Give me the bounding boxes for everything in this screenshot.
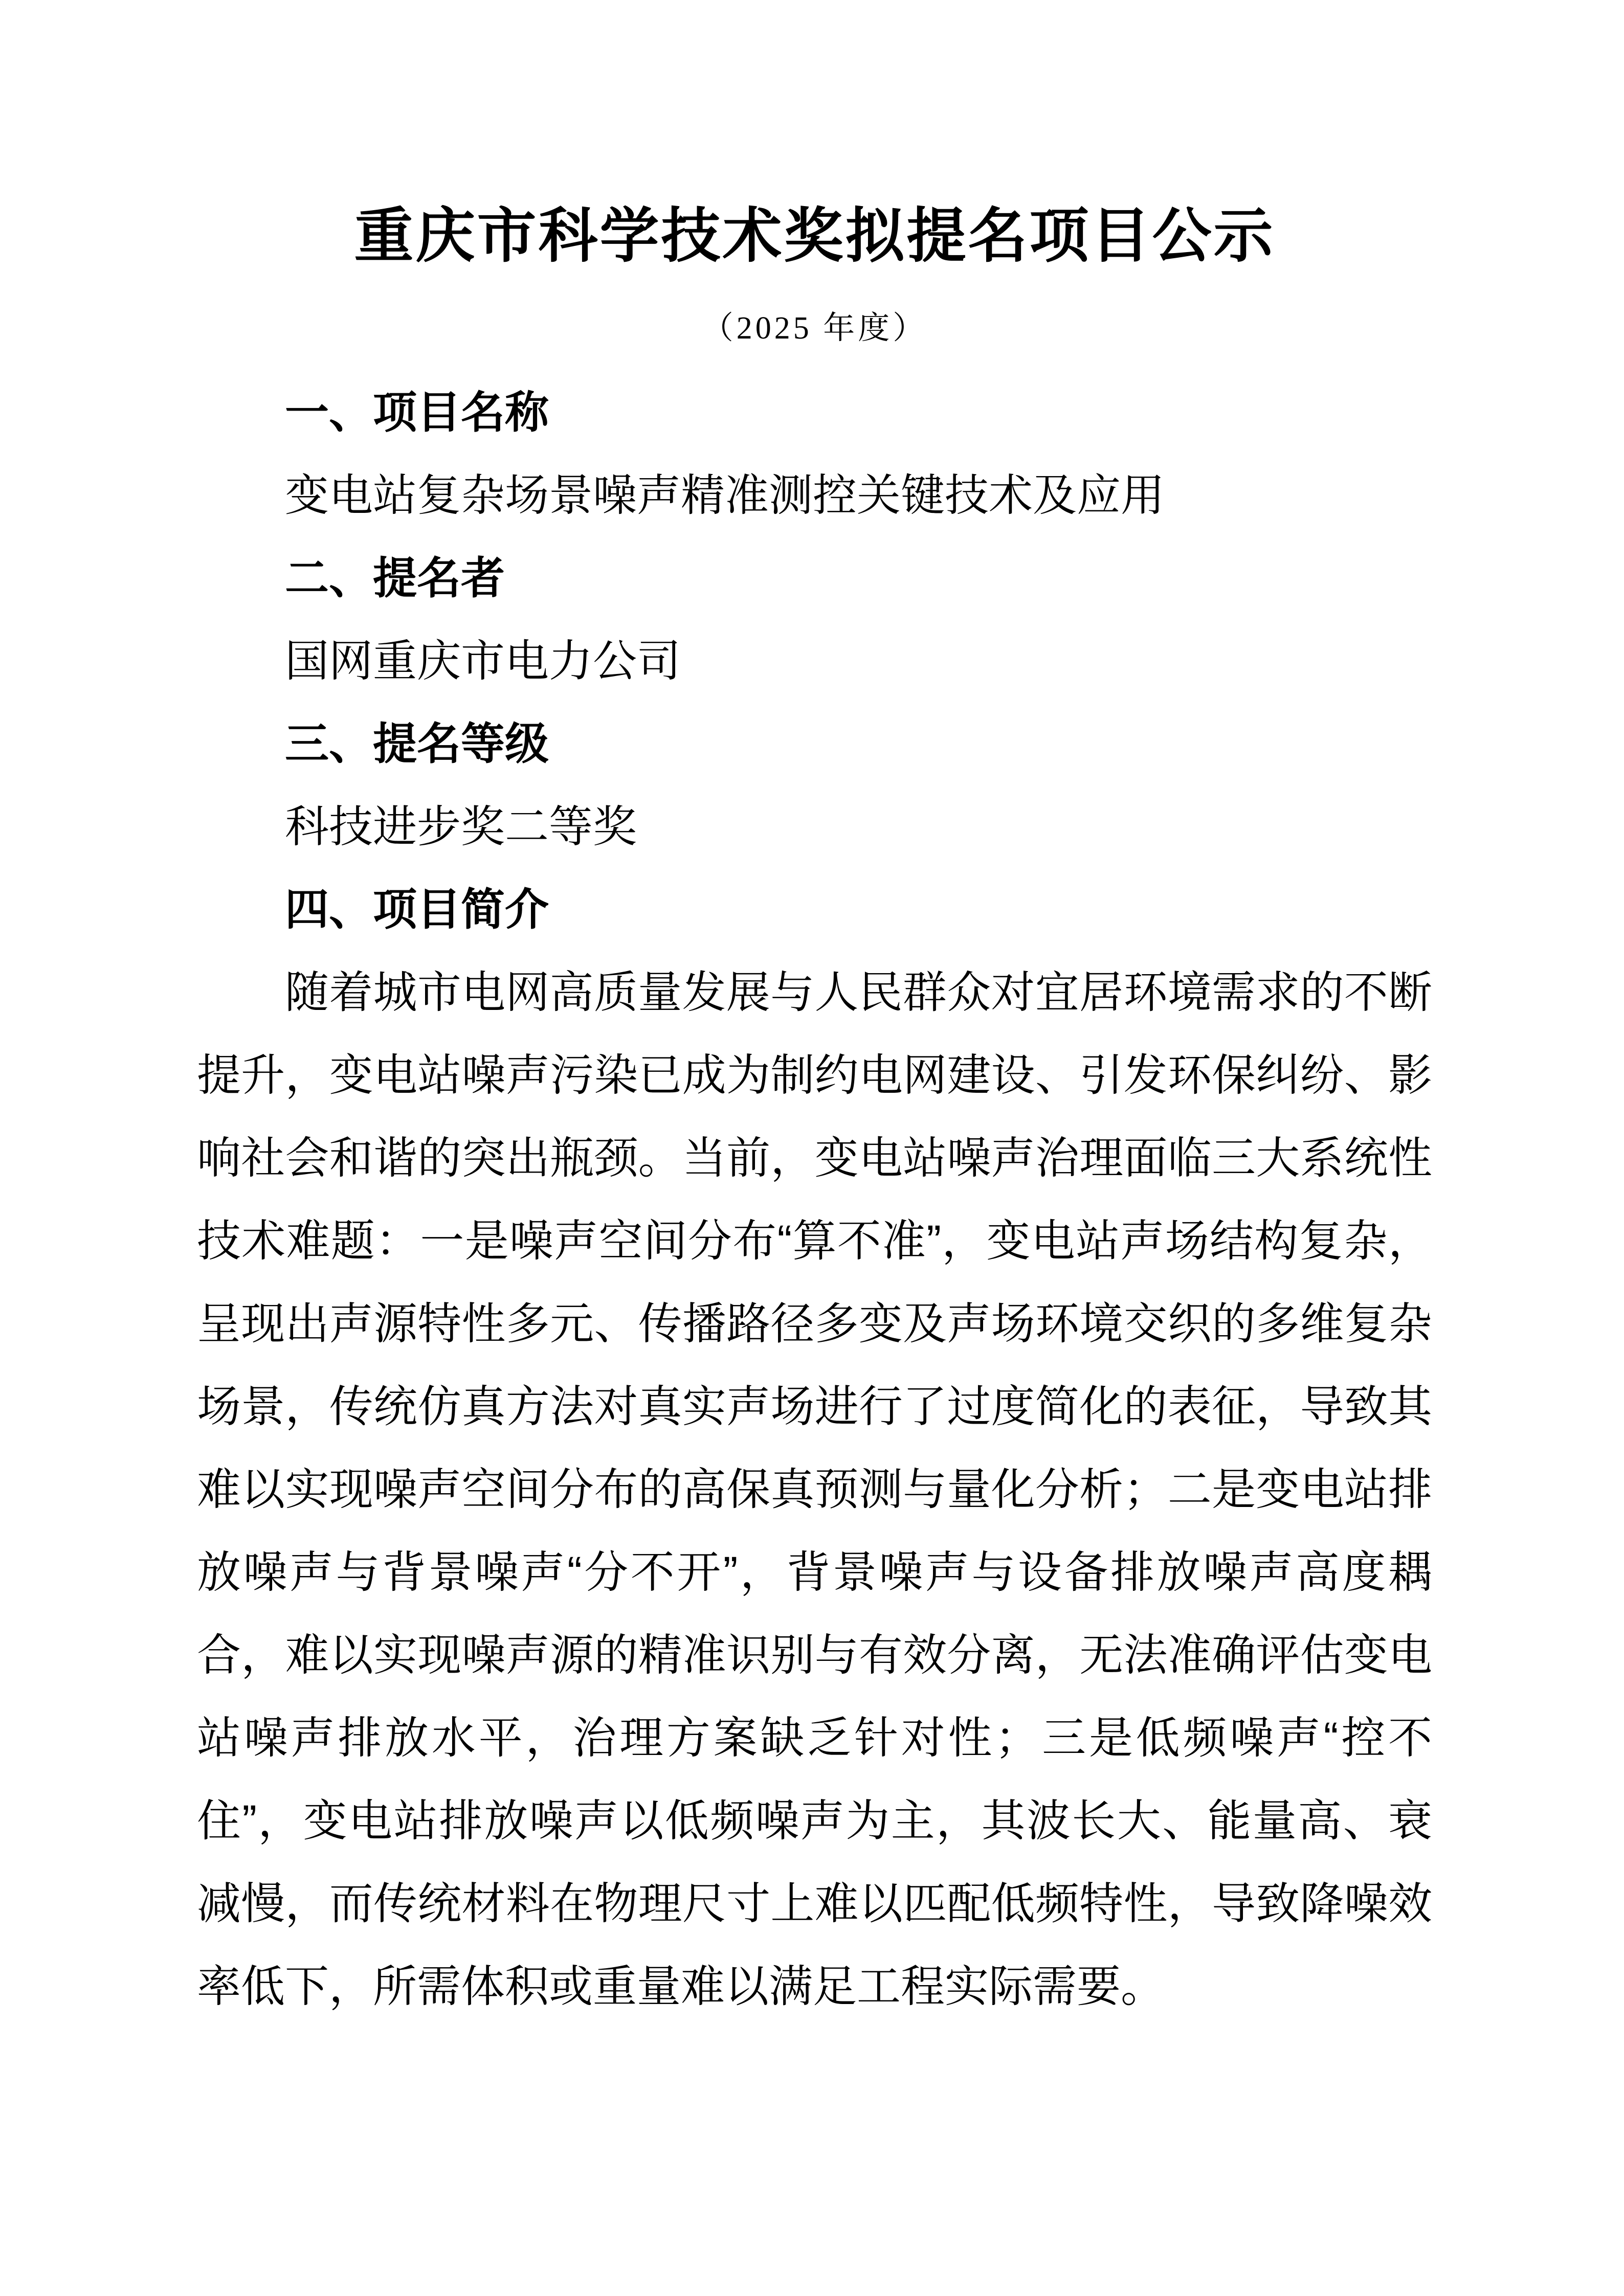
section-1-heading: 一、项目名称 <box>285 388 549 437</box>
section-2-heading: 二、提名者 <box>285 553 505 603</box>
section-3-heading: 三、提名等级 <box>285 719 549 769</box>
section-2-content: 国网重庆市电力公司 <box>285 636 681 686</box>
document-title: 重庆市科学技术奖拟提名项目公示 <box>354 204 1275 269</box>
section-1-content: 变电站复杂场景噪声精准测控关键技术及应用 <box>285 470 1165 520</box>
document-body <box>197 371 1432 2028</box>
section-4-content: 随着城市电网高质量发展与人民群众对宜居环境需求的不断提升，变电站噪声污染已成为制约电网建设、引发环保纠纷、影响社会和谐的突出瓶颈。当前，变电站噪声治理面临三大系统性技术难题：一是噪声空间分布“算不准”，变电站声场结构复杂，呈现出声源特性多元、传播路径多变及声场环境交织的多维复杂场景，传统仿真方法对真实声场进行了过度简化的表征，导致其难以实现噪声空间分布的高保真预测与量化分析；二是变电站排放噪声与背景噪声“分不开”，背景噪声与设备排放噪声高度耦合，难以实现噪声源的精准识别与有效分离，无法准确评估变电站噪声排放水平，治理方案缺乏针对性；三是低频噪声“控不住”，变电站排放噪声以低频噪声为主，其波长大、能量高、衰减慢，而传统材料在物理尺寸上难以匹配低频特性，导致降噪效率低下，所需体积或重量难以满足工程实际需要。 <box>197 967 1432 2011</box>
document-subtitle: （2025 年度） <box>701 310 928 346</box>
section-3-content: 科技进步奖二等奖 <box>285 802 637 851</box>
section-4-heading: 四、项目简介 <box>285 885 549 934</box>
